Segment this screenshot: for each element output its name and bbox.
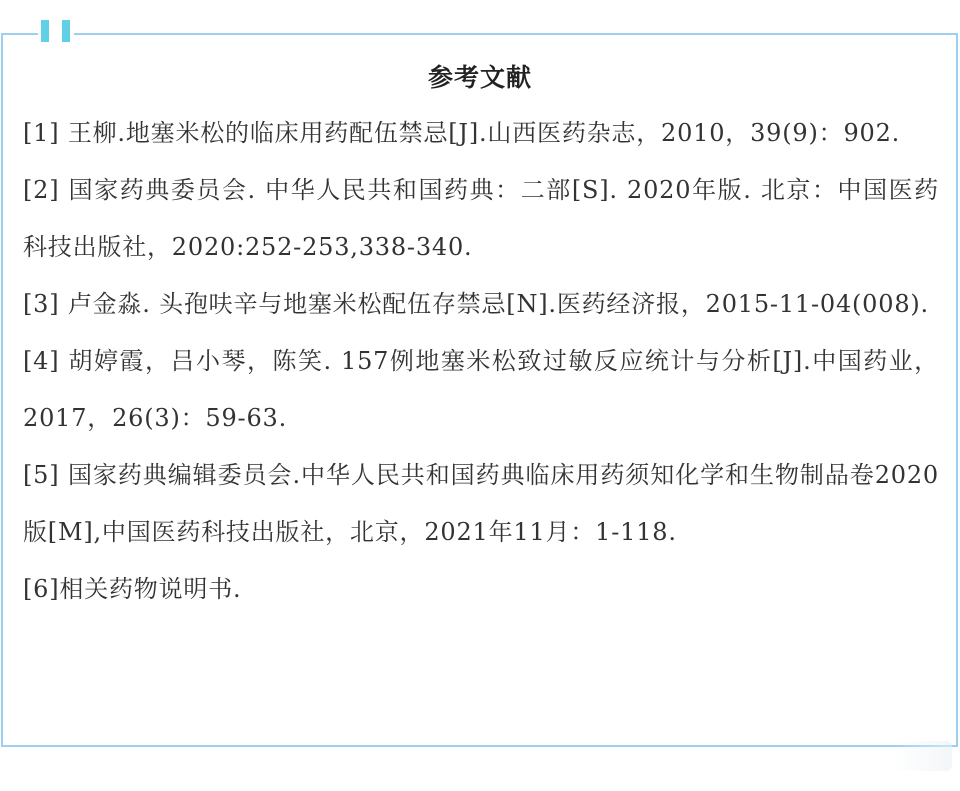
reference-item-5: [5] 国家药典编辑委员会.中华人民共和国药典临床用药须知化学和生物制品卷2020版[M],中国医药科技出版社，北京，2021年11月：1-118. (23, 461, 939, 546)
reference-item-3: [3] 卢金淼. 头孢呋辛与地塞米松配伍存禁忌[N].医药经济报，2015-11-04(008). (23, 290, 929, 318)
reference-item-1: [1] 王柳.地塞米松的临床用药配伍禁忌[J].山西医药杂志，2010，39(9)：902. (23, 119, 901, 147)
reference-item-6: [6]相关药物说明书. (23, 575, 242, 603)
reference-item-2: [2] 国家药典委员会. 中华人民共和国药典：二部[S]. 2020年版. 北京：中国医药科技出版社，2020:252-253,338-340. (23, 176, 939, 261)
tab-marker-left (41, 20, 49, 42)
watermark (892, 741, 952, 771)
reference-list (23, 105, 939, 618)
reference-item-4: [4] 胡婷霞，吕小琴，陈笑. 157例地塞米松致过敏反应统计与分析[J].中国药业，2017，26(3)：59-63. (23, 347, 939, 432)
section-title: 参考文献 (427, 63, 532, 92)
tab-marker-right (62, 20, 70, 42)
